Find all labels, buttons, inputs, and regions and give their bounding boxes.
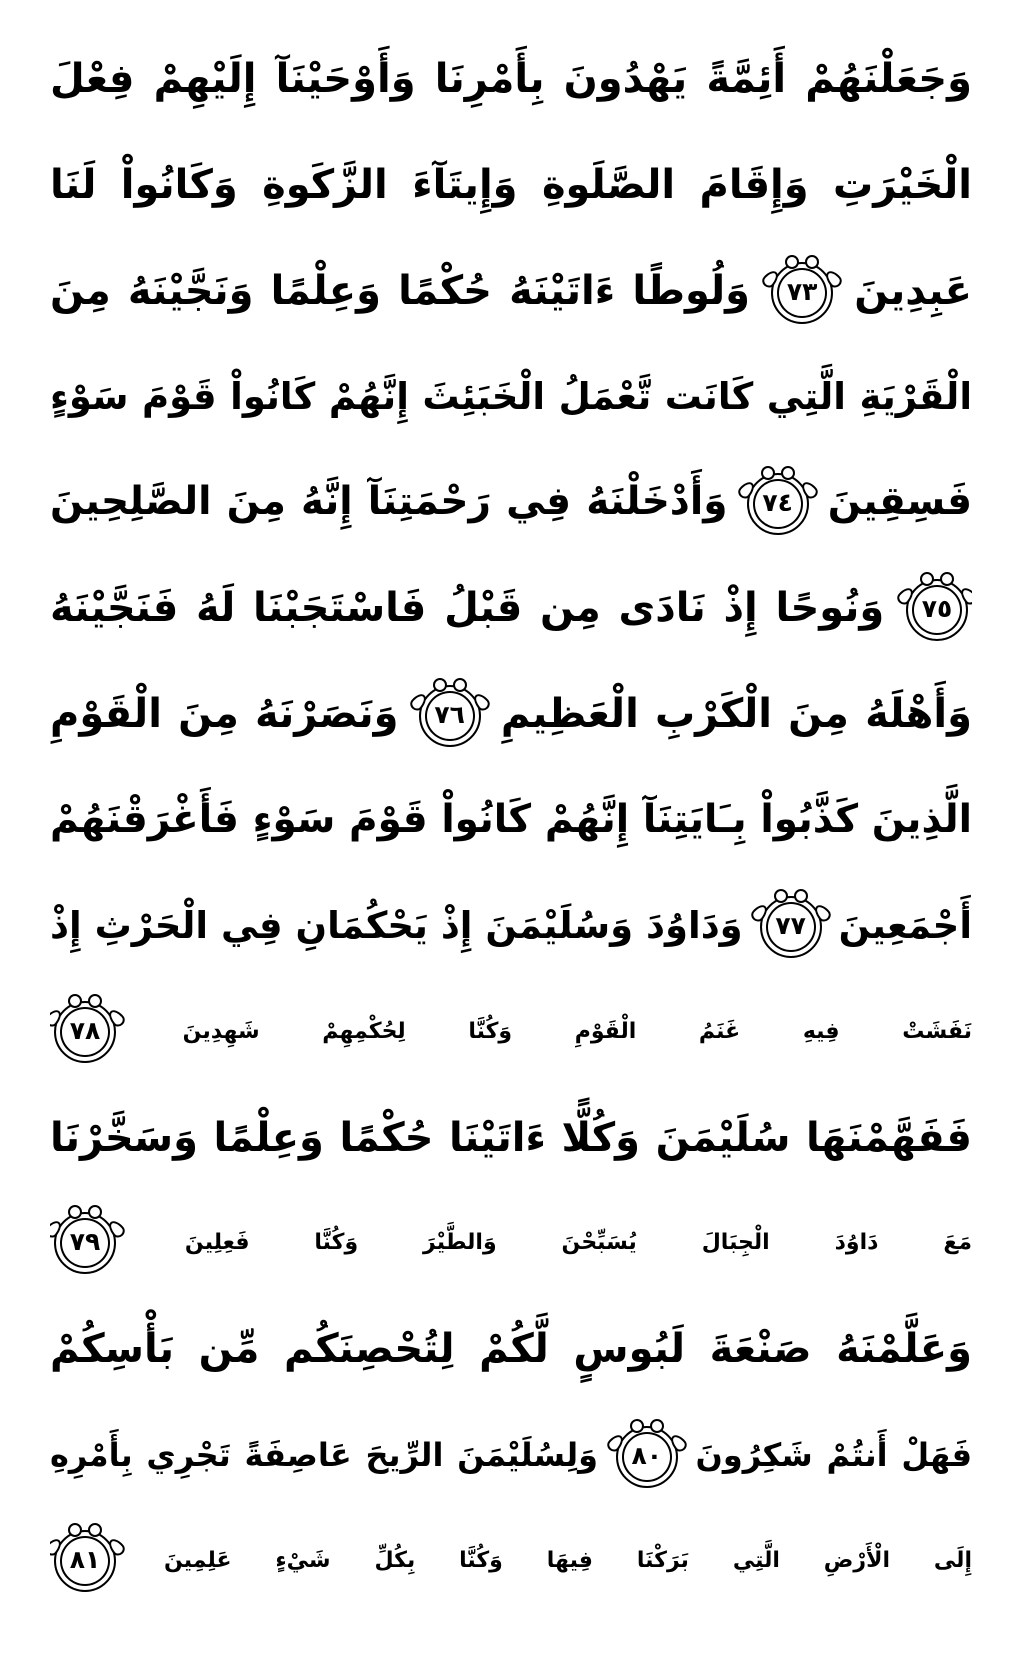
ayah-number: ٧٤ (762, 487, 793, 517)
ayah-text: وَنَصَرْنَهُ مِنَ الْقَوْمِ (50, 691, 399, 738)
ayah-text: وَلِسُلَيْمَنَ الرِّيحَ عَاصِفَةً تَجْرِي بِأَمْرِهِ (50, 1436, 599, 1475)
ayah-text: فَفَهَّمْنَهَا سُلَيْمَنَ وَكُلًّا ءَاتَيْنَا حُكْمًا وَعِلْمًا وَسَخَّرْنَا (50, 1114, 972, 1161)
ayah-end-marker (616, 1426, 678, 1488)
quran-line-11 (50, 1085, 972, 1191)
ayah-text: وَجَعَلْنَهُمْ أَئِمَّةً يَهْدُونَ بِأَمْرِنَا وَأَوْحَيْنَآ إِلَيْهِمْ فِعْلَ (50, 56, 972, 102)
ayah-text: إِلَى الْأَرْضِ الَّتِي بَرَكْنَا فِيهَا وَكُنَّا بِكُلِّ شَيْءٍ عَلِمِينَ (163, 1548, 972, 1574)
quran-line-8 (50, 767, 972, 873)
ayah-text: فَهَلْ أَنتُمْ شَكِرُونَ (695, 1436, 972, 1475)
ayah-text: أَجْمَعِينَ (838, 903, 972, 947)
quran-line-13 (50, 1296, 972, 1402)
ayah-text: الْخَيْرَتِ وَإِقَامَ الصَّلَوةِ وَإِيتَآءَ الزَّكَوةِ وَكَانُواْ لَنَا (50, 161, 972, 208)
ayah-number: ٧٩ (69, 1227, 101, 1257)
ayah-end-marker (771, 262, 833, 324)
ayah-number: ٧٧ (775, 911, 806, 941)
ayah-number: ٨٠ (631, 1441, 663, 1471)
ayah-text: وَأَهْلَهُ مِنَ الْكَرْبِ الْعَظِيمِ (500, 691, 972, 738)
ayah-text: عَبِدِينَ (854, 267, 972, 314)
quran-line-15 (50, 1508, 972, 1614)
quran-line-4 (50, 344, 972, 450)
ayah-end-marker (906, 579, 968, 641)
ayah-end-marker (54, 1530, 116, 1592)
quran-line-9 (50, 873, 972, 979)
ayah-end-marker (54, 1212, 116, 1274)
ayah-number: ٨١ (69, 1545, 101, 1575)
ayah-end-marker (747, 473, 809, 535)
ayah-text: فَسِقِينَ (827, 479, 972, 525)
ayah-text: نَفَشَتْ فِيهِ غَنَمُ الْقَوْمِ وَكُنَّا لِحُكْمِهِمْ شَهِدِينَ (182, 1018, 972, 1044)
ayah-text: وَعَلَّمْنَهُ صَنْعَةَ لَبُوسٍ لَّكُمْ لِتُحْصِنَكُم مِّن بَأْسِكُمْ (50, 1326, 972, 1373)
quran-line-14 (50, 1402, 972, 1508)
ayah-text: مَعَ دَاوُدَ الْجِبَالَ يُسَبِّحْنَ وَالطَّيْرَ وَكُنَّا فَعِلِينَ (184, 1230, 972, 1256)
ayah-end-marker (760, 896, 822, 958)
ayah-text: وَلُوطًا ءَاتَيْنَهُ حُكْمًا وَعِلْمًا وَنَجَّيْنَهُ مِنَ (50, 267, 750, 314)
quran-line-5 (50, 449, 972, 555)
ayah-number: ٧٦ (434, 700, 465, 730)
quran-line-2 (50, 132, 972, 238)
ayah-text: وَأَدْخَلْنَهُ فِي رَحْمَتِنَآ إِنَّهُ مِنَ الصَّلِحِينَ (50, 479, 728, 525)
quran-line-12 (50, 1190, 972, 1296)
quran-text-block (50, 26, 972, 1614)
ayah-text: الْقَرْيَةِ الَّتِي كَانَت تَّعْمَلُ الْخَبَئِثَ إِنَّهُمْ كَانُواْ قَوْمَ سَوْءٍ (50, 374, 972, 418)
ayah-end-marker (419, 685, 481, 747)
quran-line-1 (50, 26, 972, 132)
quran-line-7 (50, 661, 972, 767)
ayah-end-marker (54, 1001, 116, 1063)
ayah-text: وَدَاوُدَ وَسُلَيْمَنَ إِذْ يَحْكُمَانِ فِي الْحَرْثِ إِذْ (50, 903, 743, 947)
quran-line-10 (50, 979, 972, 1085)
quran-line-3 (50, 238, 972, 344)
ayah-text: وَنُوحًا إِذْ نَادَى مِن قَبْلُ فَاسْتَجَبْنَا لَهُ فَنَجَّيْنَهُ (50, 585, 885, 632)
ayah-number: ٧٨ (69, 1015, 101, 1045)
quran-line-6 (50, 555, 972, 661)
ayah-text: الَّذِينَ كَذَّبُواْ بِـَايَتِنَآ إِنَّهُمْ كَانُواْ قَوْمَ سَوْءٍ فَأَغْرَقْنَهُمْ (50, 797, 972, 843)
ayah-number: ٧٣ (786, 276, 818, 306)
ayah-number: ٧٥ (921, 594, 953, 624)
